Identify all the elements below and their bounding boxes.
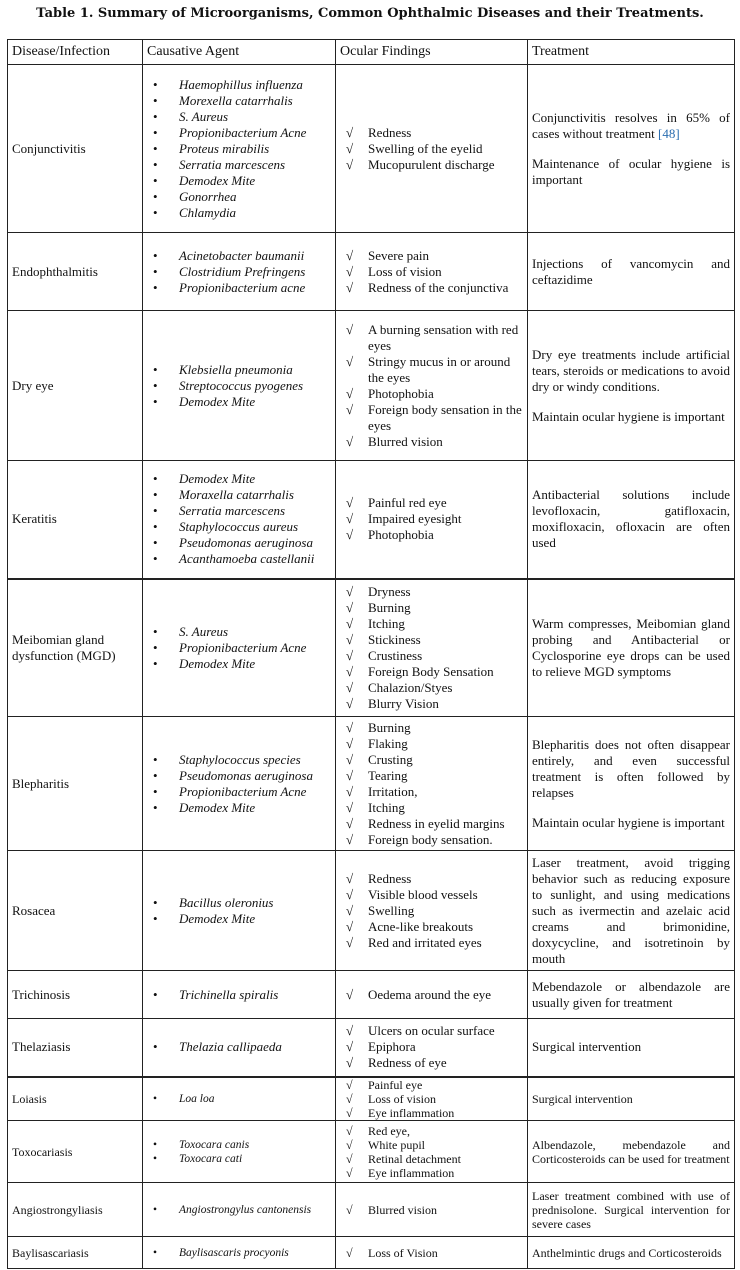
agent-cell: [143, 1019, 336, 1077]
finding-item: √ Chalazion/Styes: [340, 680, 523, 696]
treatment-text: Albendazole, mebendazole and Corticosteroids can be used for treatment: [532, 1137, 730, 1166]
agent-item: • Trichinella spiralis: [147, 987, 331, 1003]
findings-cell: [336, 1019, 528, 1077]
agent-cell: [143, 717, 336, 851]
agent-item: • S. Aureus: [147, 624, 331, 640]
table-row: [8, 579, 735, 717]
finding-item: √ Foreign body sensation in the eyes: [340, 402, 523, 434]
finding-item: √ Swelling: [340, 903, 523, 919]
agent-item: • Demodex Mite: [147, 800, 331, 816]
agent-item: • Demodex Mite: [147, 911, 331, 927]
treatment-cell: [528, 851, 735, 971]
treatment-paragraph: [532, 855, 730, 967]
agent-cell: [143, 461, 336, 579]
treatment-cell: [528, 579, 735, 717]
agent-list: [147, 1039, 331, 1055]
finding-item: √ Flaking: [340, 736, 523, 752]
treatment-text: Laser treatment combined with use of prednisolone. Surgical intervention for severe cases: [532, 1188, 730, 1231]
findings-cell: [336, 65, 528, 233]
treatment-cell: [528, 1237, 735, 1269]
agent-item: • Pseudomonas aeruginosa: [147, 768, 331, 784]
agent-cell: [143, 311, 336, 461]
agent-item: • Acinetobacter baumanii: [147, 248, 331, 264]
finding-item: √ Impaired eyesight: [340, 511, 523, 527]
finding-item: √ Redness: [340, 871, 523, 887]
agent-item: • Morexella catarrhalis: [147, 93, 331, 109]
findings-list: [340, 495, 523, 543]
treatment-text: Maintenance of ocular hygiene is important: [532, 155, 730, 187]
disease-cell: Blepharitis: [8, 717, 143, 851]
header-disease: Disease/Infection: [8, 40, 143, 65]
treatment-paragraph: [532, 1092, 730, 1106]
treatment-text: Conjunctivitis resolves in 65% of cases without treatment: [532, 109, 730, 141]
disease-cell: Thelaziasis: [8, 1019, 143, 1077]
finding-item: √ Blurry Vision: [340, 696, 523, 712]
treatment-cell: [528, 1077, 735, 1121]
finding-item: √ Redness of the conjunctiva: [340, 280, 523, 296]
header-row: [8, 40, 735, 65]
agent-list: [147, 77, 331, 221]
agent-list: [147, 471, 331, 567]
finding-item: √ Irritation,: [340, 784, 523, 800]
finding-item: √ Loss of Vision: [340, 1246, 523, 1260]
findings-cell: [336, 461, 528, 579]
agent-item: • Demodex Mite: [147, 656, 331, 672]
treatment-text: Maintain ocular hygiene is important: [532, 814, 725, 830]
reference-link[interactable]: [48]: [658, 125, 680, 141]
disease-cell: Angiostrongyliasis: [8, 1183, 143, 1237]
agent-list: [147, 1203, 331, 1217]
disease-cell: Conjunctivitis: [8, 65, 143, 233]
table-row: [8, 1237, 735, 1269]
findings-list: [340, 987, 523, 1003]
agent-list: [147, 248, 331, 296]
treatment-paragraph: [532, 156, 730, 188]
treatment-paragraph: [532, 409, 730, 425]
finding-item: √ Dryness: [340, 584, 523, 600]
treatment-paragraph: [532, 347, 730, 395]
agent-item: • Demodex Mite: [147, 173, 331, 189]
table-row: [8, 851, 735, 971]
disease-cell: Rosacea: [8, 851, 143, 971]
agent-item: • Klebsiella pneumonia: [147, 362, 331, 378]
findings-cell: [336, 851, 528, 971]
agent-item: • Bacillus oleronius: [147, 895, 331, 911]
agent-item: • Staphylococcus aureus: [147, 519, 331, 535]
finding-item: √ Redness in eyelid margins: [340, 816, 523, 832]
agent-item: • Clostridium Prefringens: [147, 264, 331, 280]
agent-cell: [143, 233, 336, 311]
disease-cell: Loiasis: [8, 1077, 143, 1121]
treatment-paragraph: [532, 1246, 730, 1260]
treatment-paragraph: [532, 1189, 730, 1231]
treatment-paragraph: [532, 256, 730, 288]
finding-item: √ Stickiness: [340, 632, 523, 648]
treatment-text: Mebendazole or albendazole are usually given for treatment: [532, 978, 730, 1010]
findings-list: [340, 125, 523, 173]
table-row: [8, 1183, 735, 1237]
treatment-text: Anthelmintic drugs and Corticosteroids: [532, 1245, 722, 1260]
disease-cell: Endophthalmitis: [8, 233, 143, 311]
agent-item: • Pseudomonas aeruginosa: [147, 535, 331, 551]
finding-item: √ Crusting: [340, 752, 523, 768]
treatment-paragraph: [532, 737, 730, 801]
treatment-text: Warm compresses, Meibomian gland probing and Antibacterial or Cyclosporine eye drops can be used to relieve MGD symptoms: [532, 615, 730, 679]
findings-cell: [336, 971, 528, 1019]
agent-item: • Propionibacterium Acne: [147, 640, 331, 656]
disease-cell: Dry eye: [8, 311, 143, 461]
agent-cell: [143, 579, 336, 717]
findings-list: [340, 1203, 523, 1217]
agent-item: • Serratia marcescens: [147, 503, 331, 519]
agent-item: • Proteus mirabilis: [147, 141, 331, 157]
finding-item: √ Loss of vision: [340, 1092, 523, 1106]
treatment-paragraph: [532, 979, 730, 1011]
agent-item: • Demodex Mite: [147, 471, 331, 487]
treatment-cell: [528, 971, 735, 1019]
agent-list: [147, 987, 331, 1003]
agent-cell: [143, 1077, 336, 1121]
agent-item: • Baylisascaris procyonis: [147, 1246, 331, 1260]
agent-item: • Haemophillus influenza: [147, 77, 331, 93]
treatment-cell: [528, 65, 735, 233]
treatment-paragraph: [532, 815, 730, 831]
finding-item: √ Eye inflammation: [340, 1106, 523, 1120]
agent-item: • Angiostrongylus cantonensis: [147, 1203, 331, 1217]
agent-item: • Staphylococcus species: [147, 752, 331, 768]
treatment-text: Injections of vancomycin and ceftazidime: [532, 255, 730, 287]
finding-item: √ Severe pain: [340, 248, 523, 264]
table-row: [8, 717, 735, 851]
agent-item: • Toxocara cati: [147, 1152, 331, 1166]
findings-list: [340, 248, 523, 296]
agent-list: [147, 624, 331, 672]
agent-cell: [143, 1121, 336, 1183]
table-row: [8, 971, 735, 1019]
treatment-cell: [528, 717, 735, 851]
findings-list: [340, 1078, 523, 1120]
treatment-text: Blepharitis does not often disappear entirely, and even successful treatment is often followed by relapses: [532, 736, 730, 800]
treatment-paragraph: [532, 1138, 730, 1166]
disease-cell: Meibomian gland dysfunction (MGD): [8, 579, 143, 717]
finding-item: √ Burning: [340, 600, 523, 616]
finding-item: √ Red and irritated eyes: [340, 935, 523, 951]
treatment-text: Dry eye treatments include artificial tears, steroids or medications to avoid dry or windy conditions.: [532, 346, 730, 394]
finding-item: √ Loss of vision: [340, 264, 523, 280]
agent-list: [147, 362, 331, 410]
agent-item: • Thelazia callipaeda: [147, 1039, 331, 1055]
treatment-cell: [528, 1121, 735, 1183]
finding-item: √ Crustiness: [340, 648, 523, 664]
table-row: [8, 461, 735, 579]
table-row: [8, 1077, 735, 1121]
finding-item: √ Itching: [340, 616, 523, 632]
finding-item: √ Photophobia: [340, 527, 523, 543]
agent-cell: [143, 851, 336, 971]
finding-item: √ Ulcers on ocular surface: [340, 1023, 523, 1039]
treatment-paragraph: [532, 1039, 730, 1055]
agent-cell: [143, 1183, 336, 1237]
treatment-paragraph: [532, 110, 730, 142]
findings-list: [340, 1246, 523, 1260]
finding-item: √ Painful eye: [340, 1078, 523, 1092]
finding-item: √ Red eye,: [340, 1124, 523, 1138]
finding-item: √ Stringy mucus in or around the eyes: [340, 354, 523, 386]
agent-item: • Loa loa: [147, 1092, 331, 1106]
table-row: [8, 1121, 735, 1183]
treatment-paragraph: [532, 616, 730, 680]
agent-item: • Propionibacterium Acne: [147, 125, 331, 141]
finding-item: √ Foreign Body Sensation: [340, 664, 523, 680]
finding-item: √ Retinal detachment: [340, 1152, 523, 1166]
agent-item: • Moraxella catarrhalis: [147, 487, 331, 503]
agent-list: [147, 1138, 331, 1166]
finding-item: √ Swelling of the eyelid: [340, 141, 523, 157]
agent-list: [147, 752, 331, 816]
treatment-cell: [528, 1183, 735, 1237]
findings-list: [340, 1023, 523, 1071]
finding-item: √ Painful red eye: [340, 495, 523, 511]
agent-item: • S. Aureus: [147, 109, 331, 125]
agent-item: • Propionibacterium Acne: [147, 784, 331, 800]
agent-list: [147, 895, 331, 927]
findings-cell: [336, 1237, 528, 1269]
finding-item: √ Itching: [340, 800, 523, 816]
treatment-text: Surgical intervention: [532, 1039, 642, 1055]
treatment-cell: [528, 311, 735, 461]
agent-item: • Toxocara canis: [147, 1138, 331, 1152]
findings-list: [340, 871, 523, 951]
findings-cell: [336, 579, 528, 717]
agent-item: • Gonorrhea: [147, 189, 331, 205]
findings-list: [340, 584, 523, 712]
treatment-cell: [528, 233, 735, 311]
treatment-text: Maintain ocular hygiene is important: [532, 408, 725, 424]
finding-item: √ Foreign body sensation.: [340, 832, 523, 848]
findings-cell: [336, 1121, 528, 1183]
disease-cell: Toxocariasis: [8, 1121, 143, 1183]
treatment-text: Laser treatment, avoid trigging behavior such as reducing exposure to sunlight, and using medications such as ivermectin and azelaic acid creams and brimonidine, doxycycline, and isotretinoin by mouth: [532, 854, 730, 966]
agent-item: • Chlamydia: [147, 205, 331, 221]
header-findings: Ocular Findings: [336, 40, 528, 65]
treatment-text: Antibacterial solutions include levofloxacin, gatifloxacin, moxifloxacin, ofloxacin are often used: [532, 487, 730, 551]
summary-table: [7, 39, 735, 1269]
agent-list: [147, 1092, 331, 1106]
treatment-cell: [528, 461, 735, 579]
finding-item: √ Oedema around the eye: [340, 987, 523, 1003]
agent-list: [147, 1246, 331, 1260]
finding-item: √ Acne-like breakouts: [340, 919, 523, 935]
agent-item: • Streptococcus pyogenes: [147, 378, 331, 394]
finding-item: √ Tearing: [340, 768, 523, 784]
agent-cell: [143, 65, 336, 233]
findings-cell: [336, 233, 528, 311]
finding-item: √ Redness of eye: [340, 1055, 523, 1071]
finding-item: √ Burning: [340, 720, 523, 736]
agent-item: • Demodex Mite: [147, 394, 331, 410]
header-agent: Causative Agent: [143, 40, 336, 65]
header-treatment: Treatment: [528, 40, 735, 65]
finding-item: √ Blurred vision: [340, 434, 523, 450]
findings-list: [340, 720, 523, 848]
finding-item: √ A burning sensation with red eyes: [340, 322, 523, 354]
disease-cell: Baylisascariasis: [8, 1237, 143, 1269]
agent-cell: [143, 1237, 336, 1269]
finding-item: √ Eye inflammation: [340, 1166, 523, 1180]
treatment-text: Surgical intervention: [532, 1091, 633, 1106]
finding-item: √ Blurred vision: [340, 1203, 523, 1217]
finding-item: √ Mucopurulent discharge: [340, 157, 523, 173]
agent-cell: [143, 971, 336, 1019]
treatment-cell: [528, 1019, 735, 1077]
findings-list: [340, 322, 523, 450]
findings-list: [340, 1124, 523, 1180]
treatment-paragraph: [532, 487, 730, 551]
finding-item: √ White pupil: [340, 1138, 523, 1152]
agent-item: • Acanthamoeba castellanii: [147, 551, 331, 567]
findings-cell: [336, 717, 528, 851]
findings-cell: [336, 1183, 528, 1237]
table-row: [8, 233, 735, 311]
finding-item: √ Redness: [340, 125, 523, 141]
table-row: [8, 65, 735, 233]
findings-cell: [336, 1077, 528, 1121]
table-row: [8, 311, 735, 461]
agent-item: • Serratia marcescens: [147, 157, 331, 173]
agent-item: • Propionibacterium acne: [147, 280, 331, 296]
finding-item: √ Epiphora: [340, 1039, 523, 1055]
table-row: [8, 1019, 735, 1077]
finding-item: √ Visible blood vessels: [340, 887, 523, 903]
table-caption: Table 1. Summary of Microorganisms, Common Ophthalmic Diseases and their Treatments.: [36, 6, 704, 21]
findings-cell: [336, 311, 528, 461]
finding-item: √ Photophobia: [340, 386, 523, 402]
disease-cell: Keratitis: [8, 461, 143, 579]
disease-cell: Trichinosis: [8, 971, 143, 1019]
